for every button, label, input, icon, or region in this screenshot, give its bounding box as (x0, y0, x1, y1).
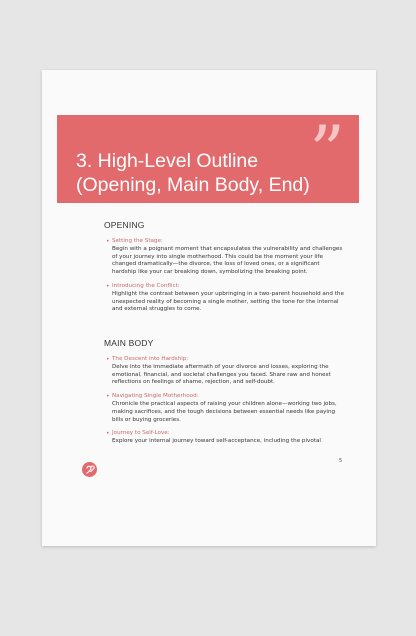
list-item-body: Explore your internal journey toward self-acceptance, including the pivotal (112, 438, 321, 445)
bullet-icon: • (106, 430, 110, 438)
list-item (106, 393, 344, 424)
list-item (106, 282, 344, 314)
list-item-title: Navigating Single Motherhood: (112, 393, 199, 400)
bullet-icon: • (106, 238, 110, 245)
list-item (106, 356, 344, 387)
list-item-title: Introducing the Conflict: (112, 282, 180, 289)
bullet-icon: • (106, 282, 110, 290)
page-title (76, 149, 356, 197)
main-body-list (106, 356, 344, 446)
list-item-body: Chronicle the practical aspects of raising your children alone—working two jobs, making sacrifices, and the tough decisions between essential needs like paying bills or buying groceries. (112, 400, 337, 423)
main-body-heading: MAIN BODY (104, 338, 154, 348)
quote-mark-icon: ” (309, 111, 345, 193)
page-title-line-2: (Opening, Main Body, End) (76, 174, 310, 196)
document-page (42, 70, 376, 546)
brand-logo-icon (82, 462, 97, 477)
list-item-title: Setting the Stage: (112, 238, 163, 244)
title-banner (57, 111, 359, 203)
list-item (106, 430, 344, 446)
opening-list (106, 238, 344, 314)
page-number: 5 (339, 458, 343, 464)
page-title-line-1: 3. High-Level Outline (76, 150, 259, 172)
bullet-icon: • (106, 356, 110, 363)
list-item-title: Journey to Self-Love: (112, 430, 170, 437)
list-item-body: Highlight the contrast between your upbringing in a two-parent household and the unexpected reality of becoming a single mother, setting the tone for the internal and external struggles to come. (112, 290, 344, 313)
list-item (106, 238, 344, 277)
list-item-body: Delve into the immediate aftermath of your divorce and losses, exploring the emotional, financial, and societal challenges you faced. Share raw and honest reflections on feelings of shame, rejection, and self-doubt. (112, 363, 331, 386)
bullet-icon: • (106, 393, 110, 401)
list-item-body: Begin with a poignant moment that encapsulates the vulnerability and challenges of your journey into single motherhood. This could be the moment your life changed dramatically—the divorce, the loss of loved ones, or a significant hardship like your car breaking down, symbolizing the breaking point. (112, 245, 343, 276)
list-item-title: The Descent into Hardship: (112, 356, 189, 362)
opening-heading: OPENING (104, 220, 145, 230)
